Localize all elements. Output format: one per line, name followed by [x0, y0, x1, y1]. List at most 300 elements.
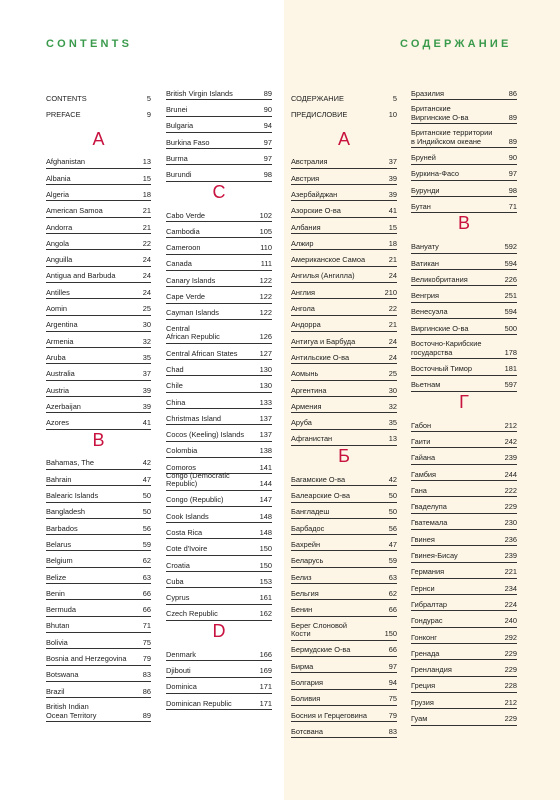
entry-name: Algeria [46, 189, 70, 199]
entry-page: 127 [259, 348, 272, 358]
entry-name: Cambodia [166, 226, 200, 236]
index-entry [166, 165, 272, 181]
entry-name: Congo (Republic) [166, 495, 224, 505]
entry-name: Босния и Герцеговина [291, 710, 367, 720]
index-entry [291, 104, 397, 120]
index-entry [291, 299, 397, 315]
index-entry [166, 605, 272, 621]
entry-page: 37 [142, 369, 151, 379]
entry-page: 89 [263, 88, 272, 98]
index-entry [291, 600, 397, 616]
entry-page: 35 [142, 352, 151, 362]
index-entry [411, 303, 517, 319]
index-entry [291, 551, 397, 567]
entry-name: Bosnia and Herzegovina [46, 654, 127, 663]
index-entry [46, 88, 151, 104]
index-entry [46, 568, 151, 584]
entry-page: 50 [142, 491, 151, 501]
entry-page: 10 [388, 110, 397, 120]
spacer [46, 121, 151, 129]
entry-name: Cape Verde [166, 292, 206, 302]
entry-name: Belize [46, 572, 67, 582]
entry-name: ПРЕДИСЛОВИЕ [291, 110, 348, 120]
entry-name: Antigua and Barbuda [46, 271, 116, 281]
entry-name: Costa Rica [166, 527, 203, 537]
index-entry [166, 100, 272, 116]
entry-name: Гондурас [411, 616, 443, 626]
entry-name: Бангладеш [291, 507, 330, 517]
index-entry [166, 491, 272, 507]
entry-page: 171 [259, 682, 272, 692]
entry-page: 239 [504, 453, 517, 463]
entry-page: 90 [263, 105, 272, 115]
entry-page: 63 [388, 572, 397, 582]
entry-name: Burma [166, 153, 188, 163]
entry-page: 24 [142, 255, 151, 265]
entry-page: 594 [504, 307, 517, 317]
entry-name: Ангола [291, 304, 315, 314]
entry-page: 94 [388, 678, 397, 687]
index-entry [291, 486, 397, 502]
entry-page: 89 [142, 710, 151, 720]
entry-page: 147 [259, 495, 272, 505]
entry-name: СОДЕРЖАНИЕ [291, 93, 344, 103]
entry-page: 592 [504, 242, 517, 252]
entry-page: 500 [504, 323, 517, 333]
entry-page: 62 [388, 588, 397, 598]
index-entry [46, 234, 151, 250]
entry-page: 71 [142, 621, 151, 631]
entry-name: Aruba [46, 352, 66, 362]
entry-name: Габон [411, 420, 432, 430]
entry-name: Австралия [291, 157, 328, 167]
entry-name: Барбадос [291, 523, 325, 533]
entry-name: Британские Виргинские О-ва [411, 104, 469, 122]
entry-name: Bahrain [46, 474, 72, 484]
entry-name: Armenia [46, 336, 74, 346]
entry-page: 21 [388, 255, 397, 265]
entry-page: 222 [504, 485, 517, 495]
index-entry [411, 376, 517, 392]
entry-page: 137 [259, 430, 272, 440]
index-entry [166, 572, 272, 588]
entry-name: Гваделупа [411, 502, 447, 512]
entry-page: 229 [504, 502, 517, 512]
entry-name: Болгария [291, 678, 323, 687]
entry-page: 122 [259, 292, 272, 302]
contents-heading: CONTENTS [46, 38, 133, 50]
index-entry [411, 432, 517, 448]
entry-name: Восточный Тимор [411, 364, 473, 374]
entry-name: Армения [291, 401, 322, 411]
index-entry [166, 222, 272, 238]
entry-name: Ангилья (Ангилла) [291, 271, 355, 281]
index-entry [291, 267, 397, 283]
entry-name: Грузия [411, 697, 434, 707]
entry-name: Гаити [411, 436, 431, 446]
index-entry [291, 584, 397, 600]
entry-page: 122 [259, 275, 272, 285]
index-entry [411, 416, 517, 432]
index-entry [46, 316, 151, 332]
entry-page: 230 [504, 518, 517, 528]
entry-page: 181 [504, 364, 517, 374]
contents-column-3 [291, 88, 397, 738]
index-entry [46, 649, 151, 665]
index-entry [166, 694, 272, 710]
entry-name: Бермудские О-ва [291, 645, 351, 655]
index-entry [411, 100, 517, 124]
entry-name: Гватемала [411, 518, 448, 528]
entry-name: Argentina [46, 320, 78, 330]
index-entry [291, 519, 397, 535]
entry-page: 126 [259, 332, 272, 342]
entry-name: Азербайджан [291, 189, 338, 199]
contents-column-4 [411, 84, 517, 726]
index-entry [166, 661, 272, 677]
entry-name: Bermuda [46, 605, 76, 615]
index-entry [411, 579, 517, 595]
index-entry [166, 470, 272, 490]
entry-name: Bolivia [46, 637, 68, 647]
entry-page: 234 [504, 583, 517, 593]
entry-name: Виргинские О-ва [411, 323, 469, 333]
index-entry [411, 530, 517, 546]
entry-page: 229 [504, 714, 517, 723]
index-entry [291, 535, 397, 551]
index-entry [166, 425, 272, 441]
entry-name: Cook Islands [166, 511, 209, 521]
entry-name: Comoros [166, 462, 196, 472]
entry-name: Cuba [166, 576, 184, 586]
index-entry [291, 430, 397, 446]
entry-name: Bahamas, The [46, 458, 94, 468]
entry-name: Burkina Faso [166, 137, 210, 147]
entry-name: Cocos (Keeling) Islands [166, 430, 245, 440]
entry-name: Cyprus [166, 593, 190, 603]
index-entry [291, 413, 397, 429]
entry-page: 102 [259, 210, 272, 220]
index-entry [411, 709, 517, 725]
entry-page: 228 [504, 681, 517, 691]
entry-page: 35 [388, 418, 397, 428]
entry-page: 18 [142, 189, 151, 199]
entry-page: 75 [142, 637, 151, 647]
index-entry [46, 519, 151, 535]
entry-name: Вануату [411, 242, 439, 252]
index-entry [166, 393, 272, 409]
entry-name: Chile [166, 381, 183, 391]
entry-page: 25 [142, 304, 151, 314]
section-letter: A [92, 128, 105, 149]
contents-column-2 [166, 84, 272, 710]
index-entry [291, 397, 397, 413]
entry-page: 110 [260, 243, 272, 253]
entry-name: Боливия [291, 694, 321, 704]
index-entry [46, 348, 151, 364]
entry-name: Великобритания [411, 274, 468, 284]
index-entry [46, 503, 151, 519]
index-entry [291, 722, 397, 738]
index-entry [291, 283, 397, 299]
entry-name: Bulgaria [166, 121, 194, 131]
entry-page: 15 [142, 173, 151, 183]
index-entry [411, 481, 517, 497]
entry-name: Cabo Verde [166, 210, 206, 220]
index-entry [166, 678, 272, 694]
entry-page: 130 [259, 381, 272, 391]
entry-page: 89 [508, 136, 517, 146]
entry-page: 161 [259, 593, 272, 603]
entry-name: Албания [291, 222, 321, 232]
entry-page: 5 [392, 93, 397, 103]
entry-page: 111 [260, 259, 272, 269]
entry-page: 86 [142, 686, 151, 696]
index-entry [291, 706, 397, 722]
index-entry [46, 470, 151, 486]
entry-page: 50 [388, 491, 397, 501]
index-entry [291, 617, 397, 641]
entry-page: 47 [142, 474, 151, 484]
index-entry [166, 238, 272, 254]
entry-page: 59 [388, 556, 397, 566]
index-entry [166, 255, 272, 271]
index-entry [291, 169, 397, 185]
entry-name: CONTENTS [46, 93, 87, 103]
entry-page: 39 [388, 189, 397, 199]
index-entry [46, 299, 151, 315]
entry-name: Congo (Democratic Republic) [166, 470, 230, 489]
entry-page: 122 [259, 308, 272, 318]
entry-name: PREFACE [46, 110, 81, 120]
entry-page: 30 [142, 320, 151, 330]
entry-page: 83 [142, 670, 151, 680]
entry-name: Aomin [46, 304, 67, 314]
entry-name: Балеарские О-ва [291, 491, 350, 501]
entry-page: 13 [142, 157, 151, 167]
entry-name: Бруней [411, 153, 436, 163]
index-entry [166, 117, 272, 133]
entry-name: Andorra [46, 222, 73, 232]
index-entry [411, 465, 517, 481]
entry-name: Гана [411, 485, 427, 495]
entry-name: Austria [46, 385, 70, 395]
entry-page: 24 [142, 287, 151, 297]
entry-page: 212 [504, 697, 517, 707]
index-entry [411, 644, 517, 660]
entry-page: 242 [504, 436, 517, 446]
entry-name: Dominican Republic [166, 698, 232, 708]
index-entry [291, 88, 397, 104]
entry-name: Венгрия [411, 291, 440, 301]
section-letter: C [212, 181, 226, 202]
entry-page: 212 [504, 420, 517, 430]
entry-page: 236 [504, 534, 517, 544]
index-entry [411, 165, 517, 181]
entry-page: 25 [388, 369, 397, 379]
entry-name: Chad [166, 364, 184, 374]
entry-name: Гайана [411, 453, 436, 463]
entry-name: Аруба [291, 418, 312, 428]
entry-page: 210 [384, 287, 397, 297]
section-letter: D [212, 620, 226, 641]
index-entry [46, 364, 151, 380]
index-entry [46, 551, 151, 567]
entry-name: Гибралтар [411, 599, 448, 609]
entry-page: 98 [508, 185, 517, 195]
index-entry [46, 169, 151, 185]
index-entry [166, 304, 272, 320]
index-entry [166, 133, 272, 149]
index-entry [166, 539, 272, 555]
entry-page: 15 [388, 222, 397, 232]
index-entry [46, 381, 151, 397]
entry-name: Balearic Islands [46, 491, 99, 501]
index-entry [46, 682, 151, 698]
entry-page: 224 [504, 599, 517, 609]
entry-name: Albania [46, 173, 71, 183]
entry-page: 97 [263, 153, 272, 163]
entry-page: 133 [259, 397, 272, 407]
index-entry [46, 666, 151, 682]
index-entry [291, 690, 397, 706]
entry-name: Brazil [46, 686, 65, 696]
index-entry [291, 364, 397, 380]
index-entry [291, 201, 397, 217]
index-entry [166, 645, 272, 661]
entry-name: Christmas Island [166, 413, 222, 423]
contents-column-1 [46, 88, 151, 722]
index-entry [291, 503, 397, 519]
entry-page: 169 [259, 666, 272, 675]
entry-name: Австрия [291, 173, 320, 183]
entry-page: 32 [388, 401, 397, 411]
entry-name: Central African Republic [166, 323, 220, 342]
entry-name: China [166, 397, 186, 407]
entry-page: 66 [388, 645, 397, 655]
entry-page: 50 [142, 507, 151, 517]
entry-name: Burundi [166, 170, 192, 180]
entry-name: Белиз [291, 572, 312, 582]
entry-name: Benin [46, 588, 65, 598]
entry-page: 83 [388, 726, 397, 736]
entry-page: 94 [263, 121, 272, 131]
entry-name: British Indian Ocean Territory [46, 702, 97, 720]
entry-page: 97 [263, 137, 272, 147]
entry-name: Bangladesh [46, 507, 86, 517]
index-entry [411, 660, 517, 676]
entry-page: 141 [259, 462, 272, 472]
index-entry [411, 497, 517, 513]
index-entry [46, 332, 151, 348]
index-entry [291, 185, 397, 201]
entry-page: 66 [142, 605, 151, 615]
entry-name: Botswana [46, 670, 79, 680]
index-entry [46, 153, 151, 169]
index-entry [166, 442, 272, 458]
entry-name: Бельгия [291, 588, 319, 598]
entry-page: 24 [388, 271, 397, 281]
entry-page: 79 [388, 710, 397, 720]
entry-page: 41 [142, 418, 151, 428]
entry-page: 5 [146, 93, 151, 103]
entry-page: 150 [384, 629, 397, 639]
index-entry [166, 287, 272, 303]
entry-name: Гамбия [411, 469, 437, 479]
index-entry [291, 348, 397, 364]
entry-page: 42 [388, 474, 397, 484]
index-entry [411, 677, 517, 693]
entry-page: 37 [388, 157, 397, 167]
entry-page: 178 [504, 347, 517, 357]
index-entry [411, 124, 517, 148]
entry-name: Алжир [291, 238, 314, 248]
entry-name: Бутан [411, 201, 431, 211]
index-entry [291, 250, 397, 266]
entry-name: Denmark [166, 649, 196, 659]
index-entry [291, 316, 397, 332]
entry-name: Canada [166, 259, 192, 269]
section-letter: В [457, 213, 470, 234]
entry-page: 221 [504, 567, 517, 577]
entry-page: 229 [504, 648, 517, 658]
index-entry [411, 563, 517, 579]
index-entry [46, 397, 151, 413]
section-letter: А [337, 128, 350, 149]
entry-name: Australia [46, 369, 75, 379]
entry-name: Багамские О-ва [291, 474, 346, 484]
entry-page: 240 [504, 616, 517, 626]
entry-name: Бахрейн [291, 539, 321, 549]
entry-name: Англия [291, 287, 315, 297]
entry-name: British Virgin Islands [166, 88, 233, 98]
entry-name: Belarus [46, 539, 72, 549]
index-entry [166, 409, 272, 425]
entry-page: 137 [259, 413, 272, 423]
index-entry [411, 335, 517, 359]
index-entry [411, 546, 517, 562]
index-entry [411, 197, 517, 213]
index-entry [46, 698, 151, 722]
index-entry [411, 286, 517, 302]
entry-name: Аомынь [291, 369, 319, 379]
entry-page: 30 [388, 385, 397, 395]
index-entry [411, 514, 517, 530]
entry-page: 66 [388, 605, 397, 615]
entry-page: 18 [388, 238, 397, 248]
entry-name: Cayman Islands [166, 308, 219, 318]
entry-page: 148 [259, 527, 272, 537]
section-letter: Г [459, 391, 469, 412]
section-letter: Б [338, 445, 350, 466]
index-entry [411, 448, 517, 464]
entry-page: 56 [142, 523, 151, 533]
spacer [291, 121, 397, 129]
entry-name: Британские территории в Индийском океане [411, 128, 493, 146]
entry-name: Вьетнам [411, 380, 441, 390]
entry-page: 148 [259, 511, 272, 521]
entry-page: 32 [142, 336, 151, 346]
entry-name: Cote d'Ivoire [166, 544, 208, 554]
entry-name: Восточно-Карибские государства [411, 339, 482, 357]
index-entry [46, 201, 151, 217]
index-entry [46, 584, 151, 600]
entry-page: 22 [142, 238, 151, 248]
index-entry [166, 523, 272, 539]
index-entry [46, 104, 151, 120]
entry-page: 86 [508, 88, 517, 98]
entry-page: 21 [388, 320, 397, 330]
